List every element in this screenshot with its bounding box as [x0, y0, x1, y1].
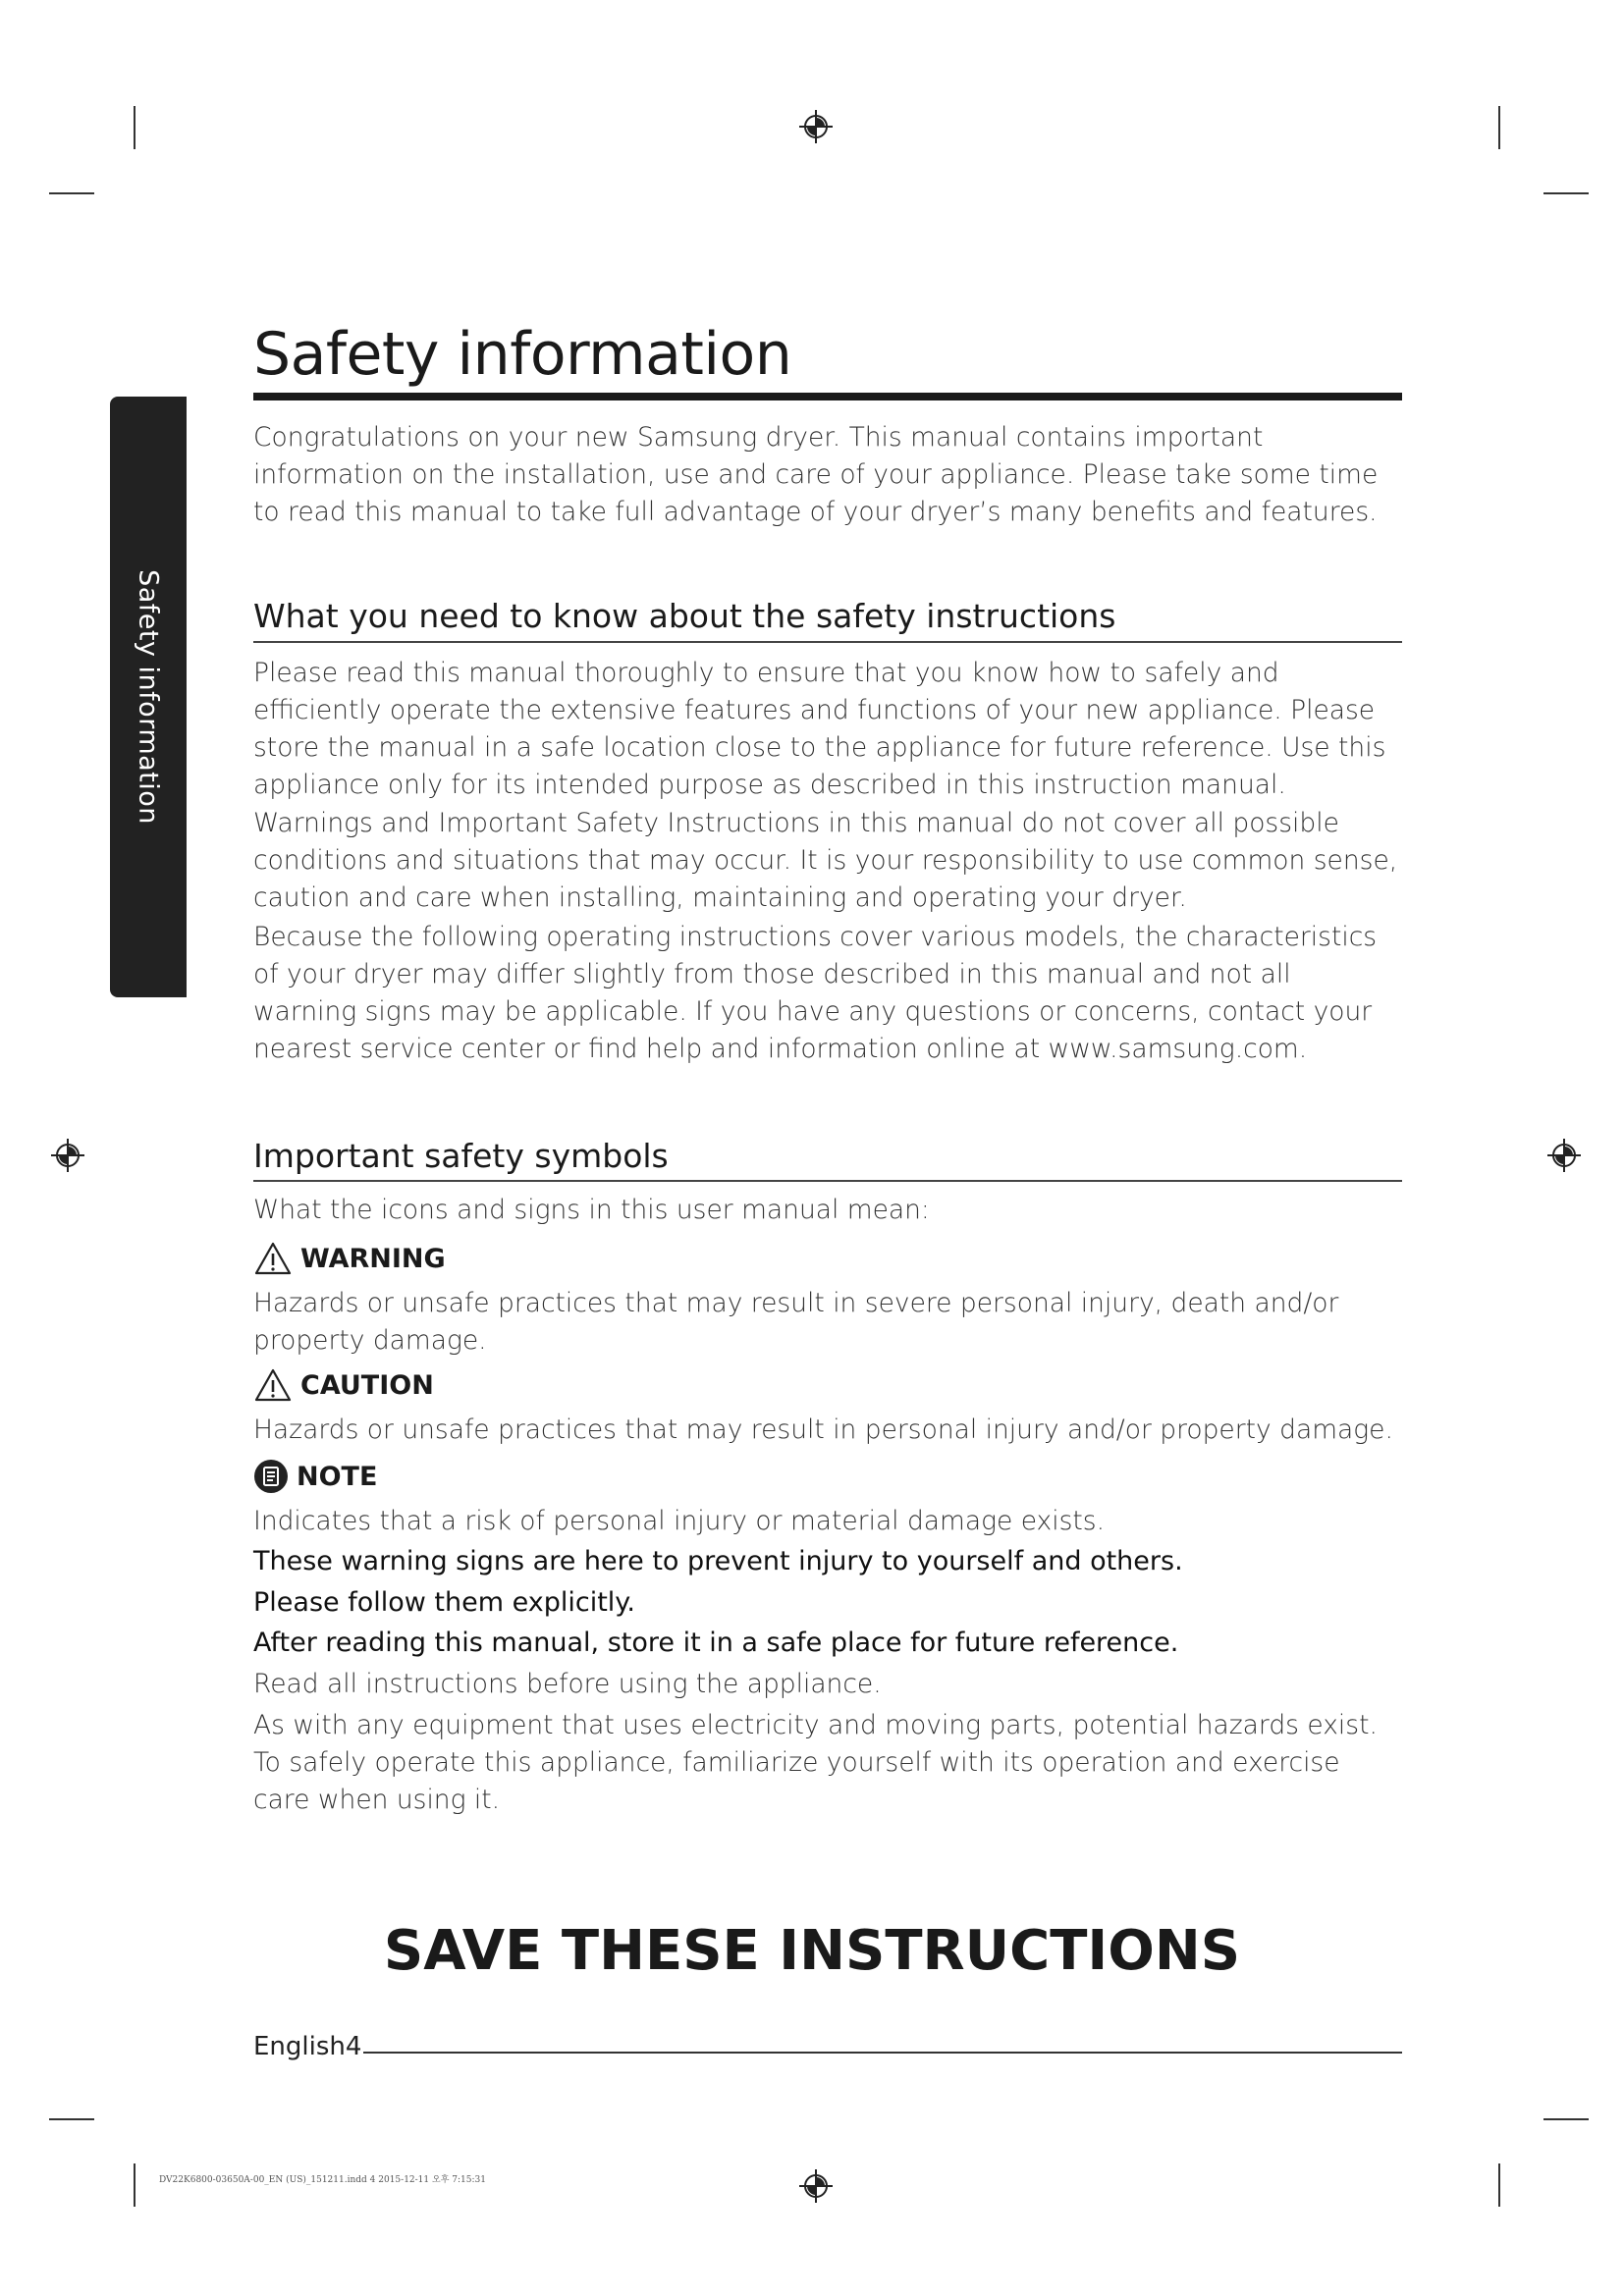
body-paragraph: Read all instructions before using the appliance.	[253, 1669, 882, 1699]
crop-mark	[1498, 106, 1500, 149]
emphasis-line: Please follow them explicitly.	[253, 1587, 636, 1618]
registration-mark-icon	[1547, 1139, 1581, 1172]
symbols-intro: What the icons and signs in this user manual mean:	[253, 1195, 930, 1225]
section-divider	[253, 641, 1402, 643]
note-description: Indicates that a risk of personal injury or material damage exists.	[253, 1506, 1106, 1536]
crop-mark	[134, 2163, 135, 2207]
crop-mark	[49, 192, 94, 194]
warning-symbol	[253, 1240, 446, 1277]
footer-divider	[363, 2052, 1402, 2054]
page-title: Safety information	[253, 320, 792, 389]
crop-mark	[49, 2118, 94, 2120]
emphasis-line: After reading this manual, store it in a safe place for future reference.	[253, 1628, 1179, 1658]
registration-mark-icon	[799, 110, 833, 143]
section-heading-safety-instructions: What you need to know about the safety instructions	[253, 597, 1116, 635]
footer-language: English	[253, 2032, 346, 2061]
caution-label: CAUTION	[300, 1369, 434, 1401]
caution-symbol	[253, 1366, 434, 1404]
note-label: NOTE	[297, 1461, 378, 1492]
emphasis-line: These warning signs are here to prevent injury to yourself and others.	[253, 1546, 1183, 1576]
registration-mark-icon	[51, 1139, 84, 1172]
save-instructions-heading: SAVE THESE INSTRUCTIONS	[383, 1919, 1241, 1983]
section-divider	[253, 1180, 1402, 1182]
page-number: 4	[345, 2032, 362, 2061]
body-paragraph: Because the following operating instructions cover various models, the characteristics of your dryer may differ slightly from those described in this manual and not all warning signs may be applicable. If you have any questions or concerns, contact your nearest service center or find help and information online at www.samsung.com.	[253, 922, 1378, 1064]
page-footer	[253, 2032, 361, 2061]
caution-triangle-icon	[253, 1367, 293, 1403]
section-heading-safety-symbols: Important safety symbols	[253, 1137, 669, 1175]
title-divider	[253, 393, 1402, 400]
caution-description: Hazards or unsafe practices that may result in personal injury and/or property damage.	[253, 1415, 1393, 1445]
crop-mark	[1543, 2118, 1589, 2120]
warning-label: WARNING	[300, 1243, 446, 1274]
registration-mark-icon	[799, 2169, 833, 2203]
crop-mark	[134, 106, 135, 149]
print-slug: DV22K6800-03650A-00_EN (US)_151211.indd 4 2015-12-11 오후 7:15:31	[159, 2175, 486, 2185]
body-paragraph: Warnings and Important Safety Instructions in this manual do not cover all possible conditions and situations that may occur. It is your responsibility to use common sense, caution and care when installing, maintaining and operating your dryer.	[253, 808, 1398, 913]
crop-mark	[1543, 192, 1589, 194]
body-paragraph: As with any equipment that uses electricity and moving parts, potential hazards exist. To safely operate this appliance, familiarize yourself with its operation and exercise care when using it.	[253, 1710, 1378, 1815]
crop-mark	[1498, 2163, 1500, 2207]
warning-description: Hazards or unsafe practices that may result in severe personal injury, death and/or property damage.	[253, 1288, 1339, 1356]
warning-triangle-icon	[253, 1241, 293, 1276]
note-icon	[253, 1459, 289, 1494]
chapter-side-tab-label: Safety information	[133, 569, 164, 825]
note-symbol	[253, 1458, 377, 1495]
body-paragraph: Please read this manual thoroughly to ensure that you know how to safely and efficiently operate the extensive features and functions of your new appliance. Please store the manual in a safe location close to the appliance for future reference. Use this appliance only for its intended purpose as described in this instruction manual.	[253, 658, 1386, 800]
intro-paragraph: Congratulations on your new Samsung dryer. This manual contains important information on the installation, use and care of your appliance. Please take some time to read this manual to take full advantage of your dryer’s many benefits and features.	[253, 422, 1379, 527]
